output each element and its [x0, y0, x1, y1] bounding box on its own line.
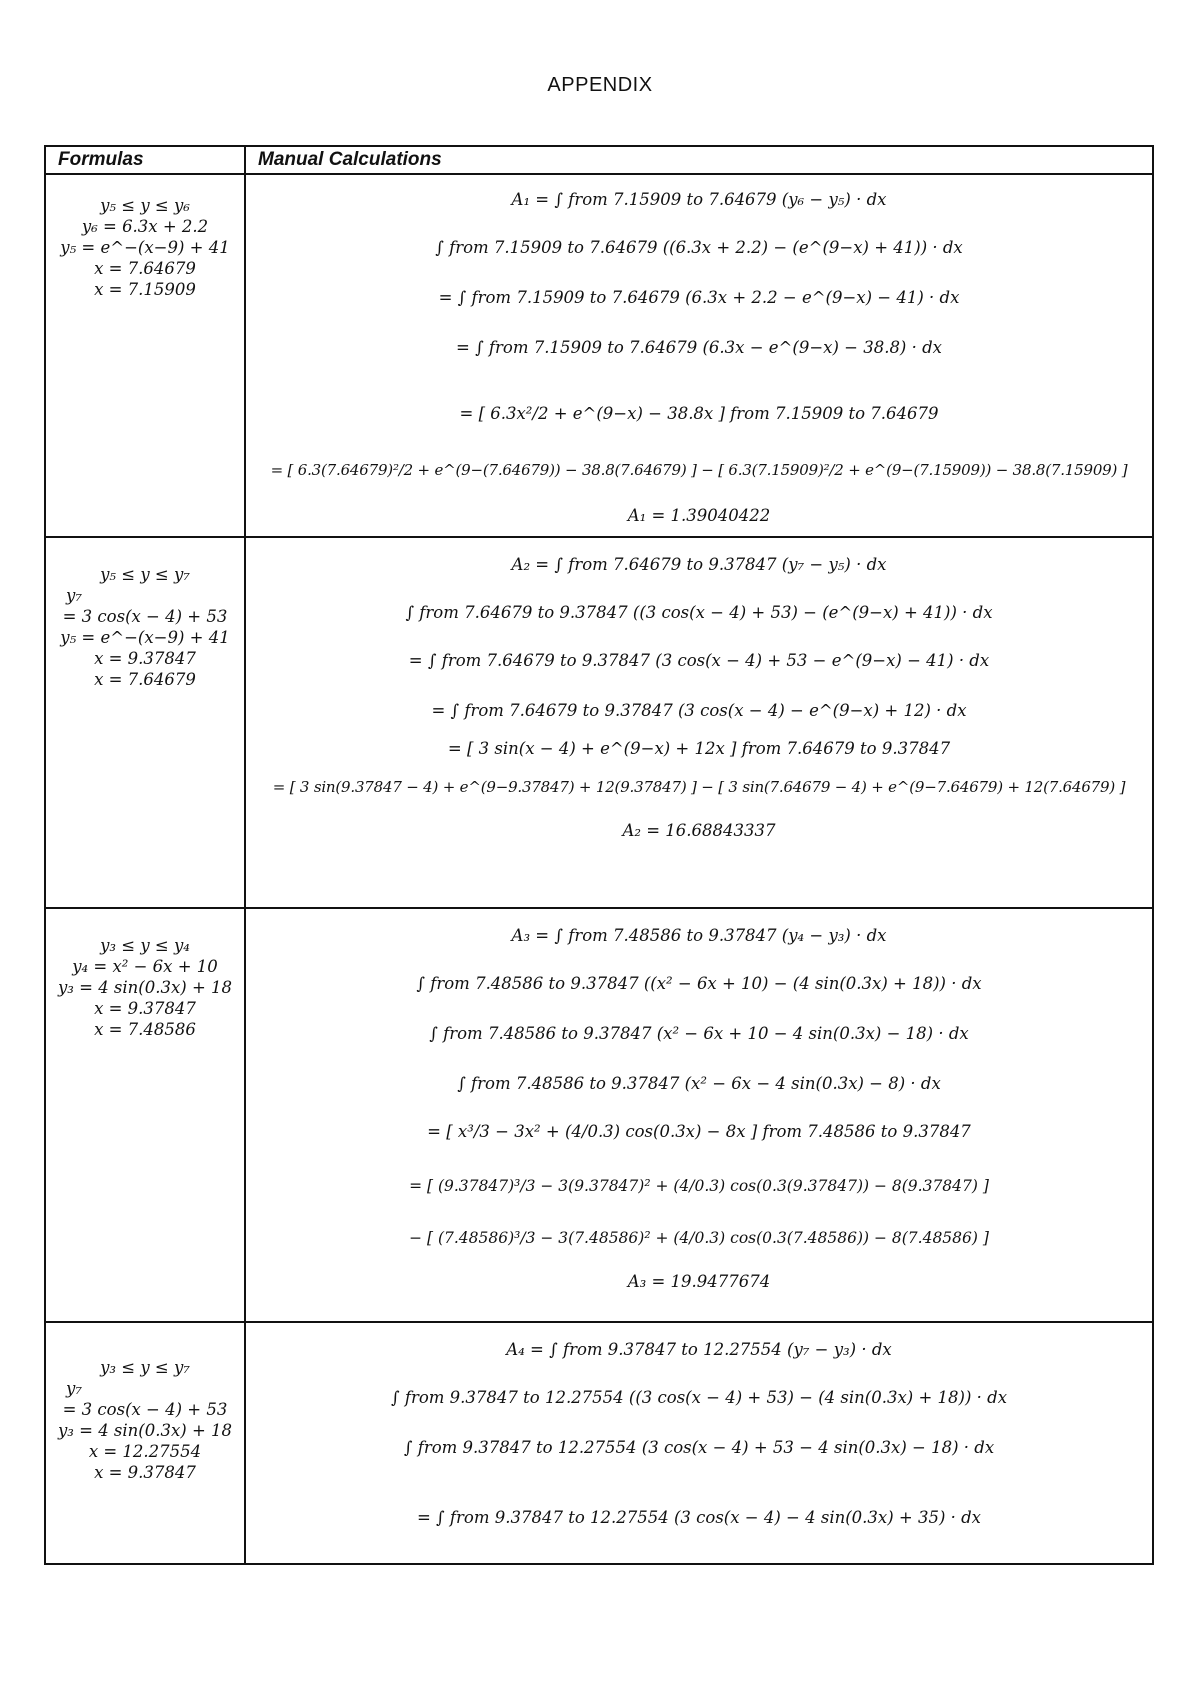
calculations-header: Manual Calculations	[245, 146, 1153, 174]
formulas-header: Formulas	[45, 146, 245, 174]
table-row-3	[45, 908, 1153, 1322]
calc-line: = [ 6.3x²/2 + e^(9−x) − 38.8x ] from 7.15909 to 7.64679	[459, 404, 939, 423]
formula-line: = 3 cos(x − 4) + 53	[62, 1400, 228, 1419]
calc-result: A₃ = 19.9477674	[627, 1272, 771, 1291]
calc-line: = [ x³/3 − 3x² + (4/0.3) cos(0.3x) − 8x ] from 7.48586 to 9.37847	[427, 1122, 971, 1141]
formula-line: = 3 cos(x − 4) + 53	[62, 607, 228, 626]
calc-cell-3	[245, 908, 1153, 1322]
formula-line: y₆ = 6.3x + 2.2	[81, 217, 209, 236]
calc-result: A₁ = 1.39040422	[627, 506, 771, 525]
appendix-table	[44, 145, 1154, 1565]
formulas-cell-4	[45, 1322, 245, 1564]
calc-line: A₃ = ∫ from 7.48586 to 9.37847 (y₄ − y₃) · dx	[511, 926, 887, 945]
formula-line: y₅ = e^−(x−9) + 41	[60, 628, 230, 647]
calc-line: = [ 6.3(7.64679)²/2 + e^(9−(7.64679)) − 38.8(7.64679) ] − [ 6.3(7.15909)²/2 + e^(9−(7.15909)) − 38.8(7.15909) ]	[270, 461, 1128, 479]
calc-line: = ∫ from 7.15909 to 7.64679 (6.3x + 2.2 − e^(9−x) − 41) · dx	[438, 288, 960, 307]
calc-line: = ∫ from 9.37847 to 12.27554 (3 cos(x − 4) − 4 sin(0.3x) + 35) · dx	[416, 1508, 981, 1527]
calc-line: A₄ = ∫ from 9.37847 to 12.27554 (y₇ − y₃) · dx	[506, 1340, 892, 1359]
calc-line: ∫ from 9.37847 to 12.27554 ((3 cos(x − 4) + 53) − (4 sin(0.3x) + 18)) · dx	[391, 1388, 1007, 1407]
formula-line: y₃ ≤ y ≤ y₄	[100, 936, 190, 955]
calc-line: ∫ from 7.48586 to 9.37847 ((x² − 6x + 10) − (4 sin(0.3x) + 18)) · dx	[416, 974, 982, 993]
formula-line: x = 7.15909	[94, 280, 196, 299]
formula-line: x = 9.37847	[94, 1463, 196, 1482]
formula-line: y₅ ≤ y ≤ y₇	[100, 565, 190, 584]
calc-line: = ∫ from 7.15909 to 7.64679 (6.3x − e^(9−x) − 38.8) · dx	[456, 338, 942, 357]
calc-line: ∫ from 7.48586 to 9.37847 (x² − 6x + 10 − 4 sin(0.3x) − 18) · dx	[429, 1024, 969, 1043]
calc-result: A₂ = 16.68843337	[622, 821, 776, 840]
calc-line: A₂ = ∫ from 7.64679 to 9.37847 (y₇ − y₅) · dx	[511, 555, 887, 574]
calc-line: ∫ from 9.37847 to 12.27554 (3 cos(x − 4) + 53 − 4 sin(0.3x) − 18) · dx	[403, 1438, 995, 1457]
formula-line: y₄ = x² − 6x + 10	[72, 957, 218, 976]
formula-line: x = 7.48586	[94, 1020, 196, 1039]
page-title: APPENDIX	[547, 74, 653, 96]
formula-line: x = 7.64679	[94, 670, 196, 689]
calc-line: = [ 3 sin(x − 4) + e^(9−x) + 12x ] from 7.64679 to 9.37847	[447, 739, 951, 758]
calc-line: = [ 3 sin(9.37847 − 4) + e^(9−9.37847) + 12(9.37847) ] − [ 3 sin(7.64679 − 4) + e^(9−7.64679) + 12(7.64679) ]	[272, 778, 1126, 796]
formula-line: y₅ ≤ y ≤ y₆	[100, 196, 190, 215]
formula-line: x = 9.37847	[94, 999, 196, 1018]
calc-line: ∫ from 7.15909 to 7.64679 ((6.3x + 2.2) − (e^(9−x) + 41)) · dx	[435, 238, 963, 257]
table-row-2	[45, 537, 1153, 908]
formula-line: x = 7.64679	[94, 259, 196, 278]
table-row-1	[45, 174, 1153, 537]
formula-line: x = 9.37847	[94, 649, 196, 668]
table-row-4	[45, 1322, 1153, 1564]
calc-cell-1	[245, 174, 1153, 537]
calc-line: = [ (9.37847)³/3 − 3(9.37847)² + (4/0.3) cos(0.3(9.37847)) − 8(9.37847) ]	[409, 1177, 989, 1195]
formula-line: y₃ = 4 sin(0.3x) + 18	[57, 978, 233, 997]
calc-line: = ∫ from 7.64679 to 9.37847 (3 cos(x − 4) − e^(9−x) + 12) · dx	[431, 701, 967, 720]
calc-cell-2	[245, 537, 1153, 908]
table-header-row	[45, 146, 1153, 174]
calc-line: A₁ = ∫ from 7.15909 to 7.64679 (y₆ − y₅) · dx	[511, 190, 887, 209]
formula-line: y₅ = e^−(x−9) + 41	[60, 238, 230, 257]
formulas-cell-1	[45, 174, 245, 537]
formulas-cell-3	[45, 908, 245, 1322]
formula-line: y₃ ≤ y ≤ y₇	[100, 1358, 190, 1377]
calc-line: ∫ from 7.64679 to 9.37847 ((3 cos(x − 4) + 53) − (e^(9−x) + 41)) · dx	[405, 603, 993, 622]
calc-line: = ∫ from 7.64679 to 9.37847 (3 cos(x − 4) + 53 − e^(9−x) − 41) · dx	[408, 651, 990, 670]
formulas-cell-2	[45, 537, 245, 908]
formula-line: x = 12.27554	[88, 1442, 202, 1461]
formula-line: y₃ = 4 sin(0.3x) + 18	[57, 1421, 233, 1440]
formula-line: y₇	[66, 586, 82, 605]
calc-cell-4	[245, 1322, 1153, 1564]
calc-line: − [ (7.48586)³/3 − 3(7.48586)² + (4/0.3) cos(0.3(7.48586)) − 8(7.48586) ]	[409, 1229, 989, 1247]
calc-line: ∫ from 7.48586 to 9.37847 (x² − 6x − 4 sin(0.3x) − 8) · dx	[457, 1074, 941, 1093]
formula-line: y₇	[66, 1379, 82, 1398]
